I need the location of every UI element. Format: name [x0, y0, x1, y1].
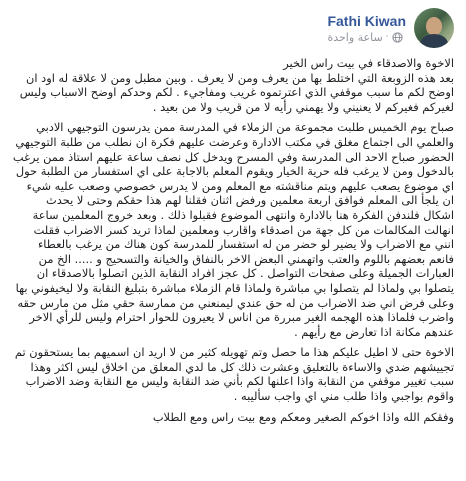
post-paragraph-4: وفقكم الله واذا اخوكم الصغير ومعكم ومع بيت راس ومع الطلاب	[152, 409, 454, 424]
avatar[interactable]	[414, 8, 454, 48]
post-body	[12, 56, 454, 428]
post-time[interactable]: ساعة واحدة	[327, 30, 383, 44]
post-meta	[327, 31, 406, 44]
post-paragraph-3: الاخوة حتى لا اطيل عليكم هذا ما حصل وتم تهويله كثير من لا اريد ان اسميهم بما يستحقون تم تجييشهم ضدي والاساءة بالتعليق وعشرت ذلك كل ما لدي المعلق من اخلاق ليس اكثر وهذا سبب تغيير موقفي من النقابة واذا اعلنها لكم بأني ضد النقابة وليس مع النقابة وضد الاضراب واقوم بواجبي واذا طلب مني اي واجب سأليبه .	[14, 345, 454, 404]
meta-separator: ·	[385, 32, 389, 42]
post-paragraph-1: الاخوة والاصدقاء في بيت راس الخير بعد هذه الزوبعة التي اختلط بها من يعرف ومن لا يعرف . وبين مطبل ومن لا علاقة له اود ان اوضح لكم ما سبب موقفي الذي اعترتموه غريب ومفاجيء . لكم وحدكم اوضح الاسباب وليس لغيركم فغيركم لا يعنيني ولا يهمني رأيه لا من قريب ولا من بعيد .	[19, 56, 454, 114]
avatar-shirt	[420, 34, 448, 48]
post-paragraph-2: صباح يوم الخميس طلبت مجموعة من الزملاء في المدرسة ممن يدرسون التوجيهي الادبي والعلمي الى اجتماع مغلق في مكتب الادارة وعرضت عليهم فكرة ان نطلب من طلبة التوجيهي الحضور صباح الاحد الى المدرسة وفي المسرح ويدخل كل نصف ساعة عليهم استاذ ممن يرغب بالدخول ومن لا يرغب فله حرية الخيار ويقوم المعلم بالاجابة على اي استفسار من الطلبة حول اي موضوع يصعب عليهم ويتم مناقشته مع المعلم ومن لا يدرس خصوصي وصعب عليه شيء ان يلجأ الى المعلم فوافق اربعة معلمين ورفض اثنان فقلنا لهم هذا حقكم وحتى لا يحدث اشكال فلندفن الفكرة هنا بالادارة وانتهى الموضوع فقبلوا ذلك . وبعد خروج المعلمين ساعة انهالت المكالمات من كل جهة من اصدقاء واقارب ومعلمين لماذا تريد كسر الاضراب فقلت انني مع الاضراب ولا يضير لو حضر من له استفسار للمدرسة كون هناك من يرغب بالعطاء فانعم بعضهم باللوم والعتب واتهمني البعض الاخر بالنفاق والخيانة والتسحيج و ..... الخ من العبارات الجميلة وعلى صفحات التواصل . كل عجز افراد النقابة الذين اتصلوا بالاصدقاء ان يتصلوا بي ولماذا لم يتصلوا بي مباشرة ولماذا قام الزملاء مباشرة بتبليغ النقابة ولا ليخيفوني بها وعلى فرض اني ضد الاضراب من له حق عندي ليمنعني من ممارسة حقي مثل من مارس حقه واضرب فلماذا هذه الهجمه الغير مبررة من اناس لا يعيرون للحوار احترام وليس للرأي الاخر عندهم مكانة اذا تعارض مع رأيهم .	[12, 120, 454, 339]
author-name[interactable]: Fathi Kiwan	[327, 12, 406, 29]
author-block	[327, 13, 406, 44]
post-header	[327, 8, 454, 48]
globe-icon[interactable]	[392, 32, 403, 43]
avatar-face	[426, 17, 442, 35]
